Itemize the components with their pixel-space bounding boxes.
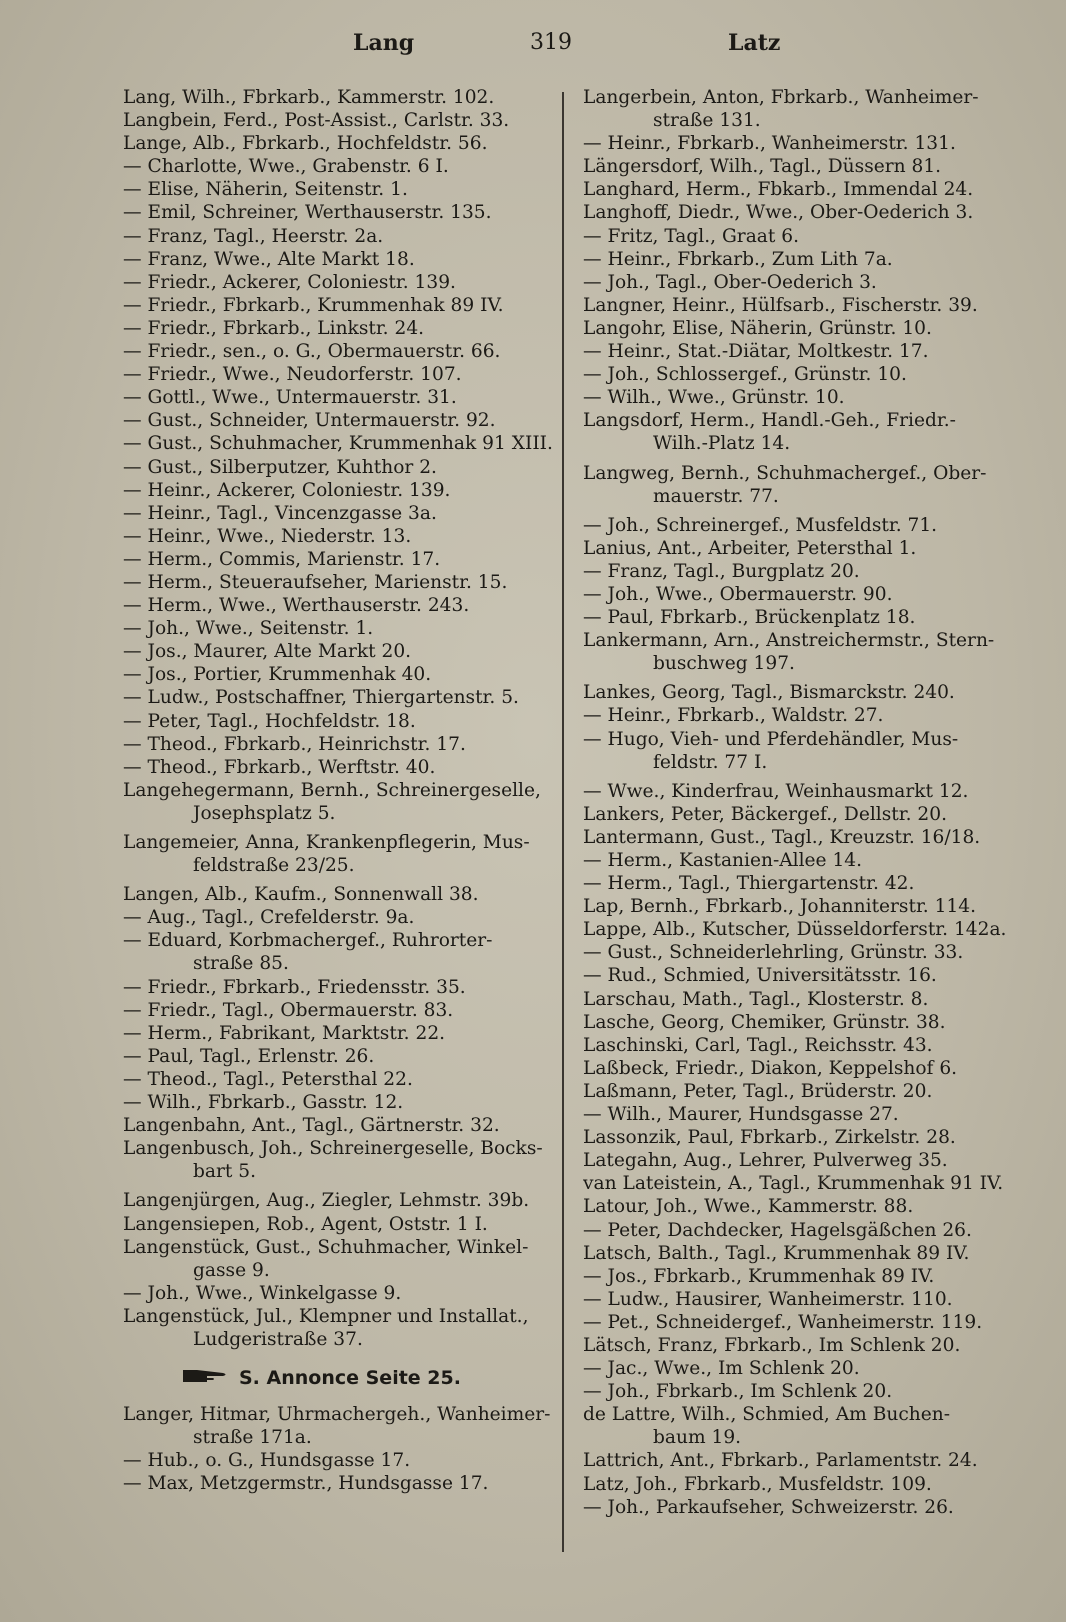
entry-line: — Joh., Wwe., Obermauerstr. 90. xyxy=(583,583,893,605)
entry-line: — Heinr., Fbrkarb., Wanheimerstr. 131. xyxy=(583,133,956,155)
entry-line: — Gust., Schuhmacher, Krummenhak 91 XIII. xyxy=(123,433,553,455)
entry-line: Langenbahn, Ant., Tagl., Gärtnerstr. 32. xyxy=(123,1115,500,1137)
entry-line: straße 131. xyxy=(653,110,761,132)
entry-line: — Jos., Maurer, Alte Markt 20. xyxy=(123,641,412,663)
entry-line: — Herm., Kastanien-Allee 14. xyxy=(583,850,863,871)
entry-line: — Heinr., Stat.-Diätar, Moltkestr. 17. xyxy=(583,341,929,363)
entry-line: straße 85. xyxy=(193,953,289,975)
entry-line: — Herm., Fabrikant, Marktstr. 22. xyxy=(123,1022,446,1044)
entry-line: Langner, Heinr., Hülfsarb., Fischerstr. 39. xyxy=(583,294,978,316)
entry-line: Langen, Alb., Kaufm., Sonnenwall 38. xyxy=(123,884,479,906)
entry-line: — Herm., Steueraufseher, Marienstr. 15. xyxy=(123,571,508,593)
entry-line: Latz, Joh., Fbrkarb., Musfeldstr. 109. xyxy=(583,1473,932,1495)
entry-line: — Peter, Dachdecker, Hagelsgäßchen 26. xyxy=(583,1219,972,1241)
entry-line: — Joh., Tagl., Ober-Oederich 3. xyxy=(583,271,877,293)
entry-line: — Gust., Schneider, Untermauerstr. 92. xyxy=(123,410,496,432)
entry-line: — Gust., Silberputzer, Kuhthor 2. xyxy=(123,456,437,478)
entry-line: — Eduard, Korbmachergef., Ruhrorter- xyxy=(123,930,493,952)
entry-line: — Joh., Schreinergef., Musfeldstr. 71. xyxy=(583,514,938,536)
entry-line: Laßbeck, Friedr., Diakon, Keppelshof 6. xyxy=(583,1057,958,1079)
entry-line: Langer, Hitmar, Uhrmachergeh., Wanheimer- xyxy=(123,1404,551,1426)
entry-line: — Herm., Wwe., Werthauserstr. 243. xyxy=(123,595,470,617)
entry-line: van Lateistein, A., Tagl., Krummenhak 91 IV. xyxy=(583,1173,1004,1195)
entry-line: baum 19. xyxy=(653,1427,742,1449)
entry-line: — Heinr., Fbrkarb., Waldstr. 27. xyxy=(583,705,884,727)
entry-line: — Hugo, Vieh- und Pferdehändler, Mus- xyxy=(583,728,959,750)
entry-line: Lasche, Georg, Chemiker, Grünstr. 38. xyxy=(583,1011,946,1033)
entry-line: — Heinr., Wwe., Niederstr. 13. xyxy=(123,525,412,547)
entry-line: — Wilh., Fbrkarb., Gasstr. 12. xyxy=(123,1092,404,1114)
entry-line: — Herm., Tagl., Thiergartenstr. 42. xyxy=(583,873,915,895)
entry-line: Wilh.-Platz 14. xyxy=(653,433,791,455)
entry-line: Langenbusch, Joh., Schreinergeselle, Bocks- xyxy=(123,1138,543,1160)
entry-line: bart 5. xyxy=(193,1161,256,1183)
entry-line: — Rud., Schmied, Universitätsstr. 16. xyxy=(583,965,937,987)
entry-line: Langenstück, Gust., Schuhmacher, Winkel- xyxy=(123,1236,529,1258)
entry-line: — Heinr., Tagl., Vincenzgasse 3a. xyxy=(123,502,437,524)
entry-line: — Friedr., Ackerer, Coloniestr. 139. xyxy=(123,271,456,293)
entry-line: Latour, Joh., Wwe., Kammerstr. 88. xyxy=(583,1196,914,1218)
entry-line: Langemeier, Anna, Krankenpflegerin, Mus- xyxy=(123,832,530,853)
entry-line: Langenstück, Jul., Klempner und Installat., xyxy=(123,1305,529,1327)
entry-line: Langbein, Ferd., Post-Assist., Carlstr. 33. xyxy=(123,110,510,132)
entry-line: — Friedr., Fbrkarb., Friedensstr. 35. xyxy=(123,976,466,998)
entry-line: — Paul, Tagl., Erlenstr. 26. xyxy=(123,1045,375,1067)
entry-line: — Heinr., Fbrkarb., Zum Lith 7a. xyxy=(583,248,893,270)
entry-line: — Friedr., Fbrkarb., Linkstr. 24. xyxy=(123,317,425,339)
entry-line: — Joh., Wwe., Seitenstr. 1. xyxy=(123,618,374,640)
entry-line: Lanius, Ant., Arbeiter, Petersthal 1. xyxy=(583,537,917,559)
entry-line: Langweg, Bernh., Schuhmachergef., Ober- xyxy=(583,462,987,484)
right-column xyxy=(583,86,1013,1519)
entry-line: — Theod., Fbrkarb., Heinrichstr. 17. xyxy=(123,733,466,755)
entry-line: Lankers, Peter, Bäckergef., Dellstr. 20. xyxy=(583,803,947,825)
entry-line: — Joh., Wwe., Winkelgasse 9. xyxy=(123,1282,402,1304)
entry-line: — Hub., o. G., Hundsgasse 17. xyxy=(123,1450,411,1472)
entry-line: Langhard, Herm., Fbkarb., Immendal 24. xyxy=(583,179,974,201)
entry-line: — Friedr., Fbrkarb., Krummenhak 89 IV. xyxy=(123,294,504,316)
entry-line: Josephsplatz 5. xyxy=(193,802,336,824)
entry-line: Lankes, Georg, Tagl., Bismarckstr. 240. xyxy=(583,682,955,704)
entry-line: — Peter, Tagl., Hochfeldstr. 18. xyxy=(123,710,416,732)
entry-line: — Joh., Fbrkarb., Im Schlenk 20. xyxy=(583,1381,893,1403)
entry-line: Ludgeristraße 37. xyxy=(193,1328,363,1350)
entry-line: Latsch, Balth., Tagl., Krummenhak 89 IV. xyxy=(583,1242,970,1264)
entry-line: mauerstr. 77. xyxy=(653,485,779,507)
advertisement-reference xyxy=(123,1365,553,1391)
entry-line: feldstr. 77 I. xyxy=(653,751,768,773)
entry-line: — Pet., Schneidergef., Wanheimerstr. 119. xyxy=(583,1311,983,1333)
entry-line: — Emil, Schreiner, Werthauserstr. 135. xyxy=(123,202,492,224)
entry-line: — Ludw., Postschaffner, Thiergartenstr. 5. xyxy=(123,687,519,709)
entry-line: — Heinr., Ackerer, Coloniestr. 139. xyxy=(123,479,451,501)
entry-line: — Franz, Tagl., Burgplatz 20. xyxy=(583,560,860,582)
entry-line: — Friedr., Tagl., Obermauerstr. 83. xyxy=(123,999,454,1021)
entry-line: Laschinski, Carl, Tagl., Reichsstr. 43. xyxy=(583,1034,933,1056)
entry-line: Lantermann, Gust., Tagl., Kreuzstr. 16/18. xyxy=(583,826,981,848)
entry-line: feldstraße 23/25. xyxy=(193,855,355,877)
entry-line: Lange, Alb., Fbrkarb., Hochfeldstr. 56. xyxy=(123,133,488,155)
entry-line: — Jos., Portier, Krummenhak 40. xyxy=(123,664,432,686)
entry-line: Längersdorf, Wilh., Tagl., Düssern 81. xyxy=(583,156,942,178)
entry-line: — Ludw., Hausirer, Wanheimerstr. 110. xyxy=(583,1288,953,1310)
entry-line: Lappe, Alb., Kutscher, Düsseldorferstr. 142a. xyxy=(583,919,1007,941)
pointing-hand-icon xyxy=(183,1366,229,1392)
entry-line: Lategahn, Aug., Lehrer, Pulverweg 35. xyxy=(583,1150,948,1172)
entry-line: Lap, Bernh., Fbrkarb., Johanniterstr. 114. xyxy=(583,896,977,918)
entry-line: Laßmann, Peter, Tagl., Brüderstr. 20. xyxy=(583,1080,933,1102)
entry-line: Langensiepen, Rob., Agent, Oststr. 1 I. xyxy=(123,1213,488,1235)
entry-line: — Max, Metzgermstr., Hundsgasse 17. xyxy=(123,1473,489,1495)
entry-line: Larschau, Math., Tagl., Klosterstr. 8. xyxy=(583,988,929,1010)
entry-line: — Franz, Wwe., Alte Markt 18. xyxy=(123,248,415,270)
column-divider xyxy=(562,92,564,1552)
entry-line: buschweg 197. xyxy=(653,653,795,675)
entry-line: Langohr, Elise, Näherin, Grünstr. 10. xyxy=(583,317,932,339)
entry-line: Langehegermann, Bernh., Schreinergeselle, xyxy=(123,779,541,801)
entry-line: Lankermann, Arn., Anstreichermstr., Stern- xyxy=(583,630,995,652)
entry-line: — Jos., Fbrkarb., Krummenhak 89 IV. xyxy=(583,1265,935,1287)
annonce-text: S. Annonce Seite 25. xyxy=(239,1367,461,1390)
entry-line: Langsdorf, Herm., Handl.-Geh., Friedr.- xyxy=(583,410,956,432)
entry-line: — Elise, Näherin, Seitenstr. 1. xyxy=(123,179,408,201)
entry-line: Lattrich, Ant., Fbrkarb., Parlamentstr. 24. xyxy=(583,1450,978,1472)
left-column xyxy=(123,86,553,1495)
entry-line: straße 171a. xyxy=(193,1427,312,1449)
entry-line: Langenjürgen, Aug., Ziegler, Lehmstr. 39b. xyxy=(123,1190,530,1212)
page-number: 319 xyxy=(530,30,572,55)
entry-line: Lätsch, Franz, Fbrkarb., Im Schlenk 20. xyxy=(583,1334,961,1356)
entry-line: — Wilh., Wwe., Grünstr. 10. xyxy=(583,387,845,409)
entry-line: — Charlotte, Wwe., Grabenstr. 6 I. xyxy=(123,156,449,178)
entry-line: — Wwe., Kinderfrau, Weinhausmarkt 12. xyxy=(583,780,969,802)
entry-line: — Joh., Parkaufseher, Schweizerstr. 26. xyxy=(583,1496,954,1518)
entry-line: — Theod., Tagl., Petersthal 22. xyxy=(123,1068,413,1090)
entry-line: gasse 9. xyxy=(193,1259,270,1281)
entry-line: Langhoff, Diedr., Wwe., Ober-Oederich 3. xyxy=(583,202,974,224)
entry-line: — Wilh., Maurer, Hundsgasse 27. xyxy=(583,1104,899,1126)
entry-line: — Gottl., Wwe., Untermauerstr. 31. xyxy=(123,387,457,409)
entry-line: — Franz, Tagl., Heerstr. 2a. xyxy=(123,225,384,247)
entry-line: — Paul, Fbrkarb., Brückenplatz 18. xyxy=(583,607,916,629)
header-left-word: Lang xyxy=(353,30,415,56)
entry-line: — Jac., Wwe., Im Schlenk 20. xyxy=(583,1358,860,1380)
entry-line: Lassonzik, Paul, Fbrkarb., Zirkelstr. 28. xyxy=(583,1127,956,1149)
page-header xyxy=(0,30,1066,70)
entry-line: — Fritz, Tagl., Graat 6. xyxy=(583,225,799,247)
entry-line: — Friedr., sen., o. G., Obermauerstr. 66. xyxy=(123,341,501,363)
entry-line: de Lattre, Wilh., Schmied, Am Buchen- xyxy=(583,1404,950,1426)
entry-line: Lang, Wilh., Fbrkarb., Kammerstr. 102. xyxy=(123,87,495,108)
entry-line: — Aug., Tagl., Crefelderstr. 9a. xyxy=(123,907,415,929)
entry-line: — Friedr., Wwe., Neudorferstr. 107. xyxy=(123,364,462,386)
entry-line: — Joh., Schlossergef., Grünstr. 10. xyxy=(583,364,907,386)
entry-line: Langerbein, Anton, Fbrkarb., Wanheimer- xyxy=(583,87,979,108)
entry-line: — Theod., Fbrkarb., Werftstr. 40. xyxy=(123,756,436,778)
entry-line: — Gust., Schneiderlehrling, Grünstr. 33. xyxy=(583,942,964,964)
entry-line: — Herm., Commis, Marienstr. 17. xyxy=(123,548,441,570)
header-right-word: Latz xyxy=(728,30,781,56)
